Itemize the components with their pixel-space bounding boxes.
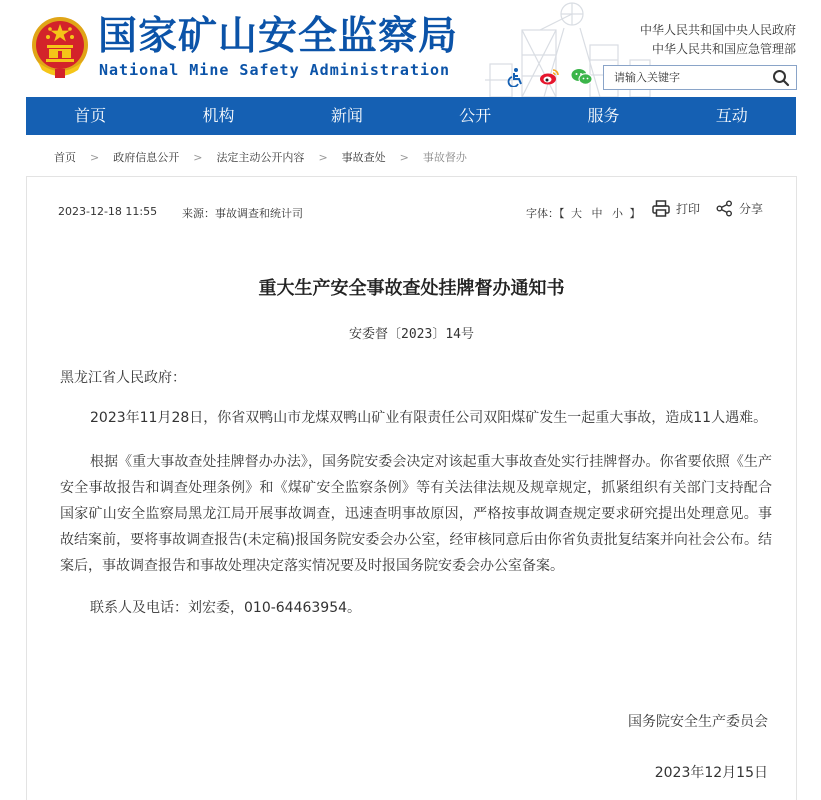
publish-date: 2023-12-18 11:55 xyxy=(58,205,158,218)
signature: 国务院安全生产委员会 xyxy=(628,714,768,730)
breadcrumb-separator: > xyxy=(318,150,328,164)
breadcrumb-separator: > xyxy=(90,150,100,164)
nav-interaction[interactable]: 互动 xyxy=(715,106,748,125)
font-size-label: 字体：【 xyxy=(526,207,565,220)
breadcrumb-separator: > xyxy=(193,150,203,164)
gov-link[interactable]: 中华人民共和国中央人民政府 xyxy=(639,23,796,37)
article-source: 来源：事故调查和统计司 xyxy=(182,207,303,220)
article-meta xyxy=(27,177,796,249)
breadcrumb-accident-supervision: 事故督办 xyxy=(422,151,467,164)
share-icon xyxy=(716,200,733,217)
wechat-icon[interactable] xyxy=(571,66,593,88)
nav-organization[interactable]: 机构 xyxy=(202,106,235,125)
site-title-cn[interactable]: 国家矿山安全监察局 xyxy=(98,13,459,59)
national-emblem-icon xyxy=(30,14,90,80)
share-label: 分享 xyxy=(739,202,764,216)
breadcrumb-statutory[interactable]: 法定主动公开内容 xyxy=(216,151,305,164)
site-header xyxy=(0,0,821,97)
breadcrumb-accident-handling[interactable]: 事故查处 xyxy=(341,151,386,164)
font-size-large[interactable]: 大 xyxy=(571,207,582,220)
signature-date: 2023年12月15日 xyxy=(654,765,768,781)
print-label: 打印 xyxy=(676,202,701,216)
article-body xyxy=(60,365,772,621)
toolbar xyxy=(505,65,604,89)
site-title-en: National Mine Safety Administration xyxy=(99,61,451,79)
search-input[interactable] xyxy=(604,66,764,89)
document-number: 安委督〔2023〕14号 xyxy=(349,327,474,342)
ministry-link[interactable]: 中华人民共和国应急管理部 xyxy=(651,42,796,56)
main-nav xyxy=(26,97,796,135)
paragraph: 2023年11月28日，你省双鸭山市龙煤双鸭山矿业有限责任公司双阳煤矿发生一起重大事故，造成11人遇难。 xyxy=(90,410,768,426)
paragraph: 根据《重大事故查处挂牌督办办法》，国务院安委会决定对该起重大事故查处实行挂牌督办。你省要依照《生产安全事故报告和调查处理条例》和《煤矿安全监察条例》等有关法律法规及规章规定，抓紧组织有关部门支持配合国家矿山安全监察局黑龙江局开展事故调查，迅速查明事故原因，严格按事故调查规定要求研究提出处理意见。事故结案前，要将事故调查报告(未定稿)报国务院安委会办公室，经审核同意后由你省负责批复结案并向社会公布。结案后，事故调查报告和事故处理决定落实情况要及时报国务院安委会办公室备案。 xyxy=(60,454,772,574)
search-icon[interactable] xyxy=(770,67,792,88)
breadcrumb-gov-info[interactable]: 政府信息公开 xyxy=(113,151,180,164)
article-panel xyxy=(26,176,797,800)
nav-public[interactable]: 公开 xyxy=(459,106,492,125)
salutation: 黑龙江省人民政府： xyxy=(60,370,186,386)
share-button[interactable] xyxy=(716,200,763,217)
accessibility-icon[interactable] xyxy=(505,66,527,88)
printer-icon xyxy=(652,200,670,217)
article-title: 重大生产安全事故查处挂牌督办通知书 xyxy=(258,278,565,299)
weibo-icon[interactable] xyxy=(538,66,560,88)
font-size-selector xyxy=(526,205,641,221)
font-size-end: 】 xyxy=(629,207,641,220)
search-box xyxy=(603,65,797,90)
print-button[interactable] xyxy=(652,200,700,217)
breadcrumb-home[interactable]: 首页 xyxy=(54,151,76,164)
nav-news[interactable]: 新闻 xyxy=(330,106,363,125)
nav-home[interactable]: 首页 xyxy=(74,106,107,125)
breadcrumb-separator: > xyxy=(399,150,409,164)
font-size-medium[interactable]: 中 xyxy=(591,207,603,220)
top-links xyxy=(640,21,796,59)
font-size-small[interactable]: 小 xyxy=(612,207,623,220)
contact-info: 联系人及电话：刘宏委，010-64463954。 xyxy=(90,600,362,616)
breadcrumb xyxy=(26,146,796,168)
nav-service[interactable]: 服务 xyxy=(587,106,620,125)
